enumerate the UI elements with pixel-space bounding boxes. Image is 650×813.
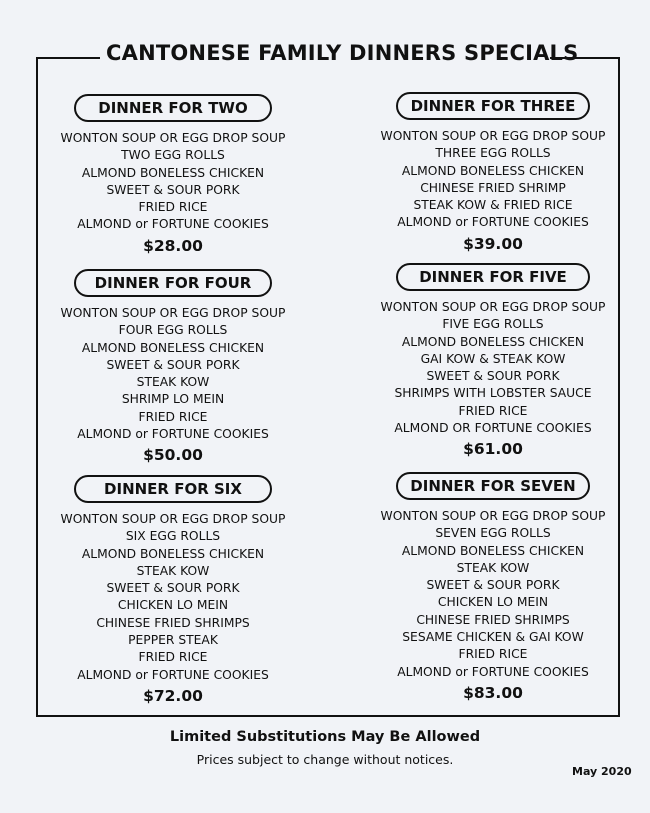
price: $28.00 xyxy=(143,236,203,255)
list-item: THREE EGG ROLLS xyxy=(435,146,551,161)
list-item: SEVEN EGG ROLLS xyxy=(435,526,551,541)
prices-note: Prices subject to change without notices. xyxy=(196,752,454,767)
list-item: CHINESE FRIED SHRIMP xyxy=(420,180,566,195)
list-item: PEPPER STEAK xyxy=(128,633,218,648)
list-item: WONTON SOUP OR EGG DROP SOUP xyxy=(380,300,606,314)
item-list xyxy=(42,130,304,234)
list-item: GAI KOW & STEAK KOW xyxy=(420,351,566,366)
list-item: WONTON SOUP OR EGG DROP SOUP xyxy=(60,131,286,145)
list-item: SIX EGG ROLLS xyxy=(125,529,221,544)
list-item: CHICKEN LO MEIN xyxy=(437,595,549,610)
substitutions-note: Limited Substitutions May Be Allowed xyxy=(169,729,481,745)
list-item: FOUR EGG ROLLS xyxy=(118,323,228,338)
list-item: ALMOND BONELESS CHICKEN xyxy=(401,163,585,178)
list-item: ALMOND or FORTUNE COOKIES xyxy=(77,217,269,232)
price: $72.00 xyxy=(143,686,203,705)
list-item: FRIED RICE xyxy=(138,200,208,215)
list-item: ALMOND or FORTUNE COOKIES xyxy=(77,667,269,682)
list-item: SHRIMP LO MEIN xyxy=(121,392,225,407)
price: $50.00 xyxy=(143,446,203,465)
list-item: WONTON SOUP OR EGG DROP SOUP xyxy=(380,129,606,143)
list-item: ALMOND BONELESS CHICKEN xyxy=(401,334,585,349)
dinner-for-six xyxy=(42,475,304,705)
list-item: FRIED RICE xyxy=(458,403,528,418)
list-item: TWO EGG ROLLS xyxy=(121,148,225,163)
list-item: SWEET & SOUR PORK xyxy=(106,357,240,372)
dinner-for-seven xyxy=(362,472,624,702)
dinner-heading: DINNER FOR SIX xyxy=(74,475,272,503)
list-item: ALMOND BONELESS CHICKEN xyxy=(81,165,265,180)
list-item: STEAK KOW xyxy=(456,560,530,575)
item-list xyxy=(42,511,304,684)
list-item: SWEET & SOUR PORK xyxy=(426,578,560,593)
menu-date: May 2020 xyxy=(572,765,632,778)
list-item: SWEET & SOUR PORK xyxy=(106,581,240,596)
item-list xyxy=(362,508,624,681)
list-item: ALMOND or FORTUNE COOKIES xyxy=(77,427,269,442)
item-list xyxy=(362,128,624,232)
item-list xyxy=(362,299,624,437)
list-item: CHINESE FRIED SHRIMPS xyxy=(96,615,250,630)
dinner-heading: DINNER FOR FOUR xyxy=(74,269,272,297)
list-item: STEAK KOW xyxy=(136,563,210,578)
dinner-heading: DINNER FOR SEVEN xyxy=(396,472,590,500)
list-item: ALMOND BONELESS CHICKEN xyxy=(401,543,585,558)
list-item: CHINESE FRIED SHRIMPS xyxy=(416,612,570,627)
list-item: FRIED RICE xyxy=(458,647,528,662)
page-title: CANTONESE FAMILY DINNERS SPECIALS xyxy=(100,41,550,65)
list-item: ALMOND OR FORTUNE COOKIES xyxy=(394,421,592,436)
list-item: FIVE EGG ROLLS xyxy=(442,317,544,332)
list-item: SWEET & SOUR PORK xyxy=(426,369,560,384)
list-item: WONTON SOUP OR EGG DROP SOUP xyxy=(60,512,286,526)
dinner-heading: DINNER FOR THREE xyxy=(396,92,590,120)
dinner-for-five xyxy=(362,263,624,459)
dinner-for-three xyxy=(362,92,624,253)
list-item: CHICKEN LO MEIN xyxy=(117,598,229,613)
list-item: STEAK KOW & FRIED RICE xyxy=(413,198,573,213)
dinner-heading: DINNER FOR FIVE xyxy=(396,263,590,291)
list-item: SHRIMPS WITH LOBSTER SAUCE xyxy=(394,386,592,401)
list-item: ALMOND BONELESS CHICKEN xyxy=(81,340,265,355)
dinner-heading: DINNER FOR TWO xyxy=(74,94,272,122)
dinner-for-two xyxy=(42,94,304,255)
list-item: WONTON SOUP OR EGG DROP SOUP xyxy=(380,509,606,523)
dinner-for-four xyxy=(42,269,304,465)
list-item: SWEET & SOUR PORK xyxy=(106,182,240,197)
list-item: ALMOND BONELESS CHICKEN xyxy=(81,546,265,561)
price: $39.00 xyxy=(463,234,523,253)
list-item: FRIED RICE xyxy=(138,409,208,424)
list-item: SESAME CHICKEN & GAI KOW xyxy=(402,630,584,645)
item-list xyxy=(42,305,304,443)
price: $61.00 xyxy=(463,440,523,459)
list-item: FRIED RICE xyxy=(138,650,208,665)
list-item: ALMOND or FORTUNE COOKIES xyxy=(397,215,589,230)
list-item: ALMOND or FORTUNE COOKIES xyxy=(397,664,589,679)
list-item: WONTON SOUP OR EGG DROP SOUP xyxy=(60,306,286,320)
list-item: STEAK KOW xyxy=(136,375,210,390)
price: $83.00 xyxy=(463,683,523,702)
